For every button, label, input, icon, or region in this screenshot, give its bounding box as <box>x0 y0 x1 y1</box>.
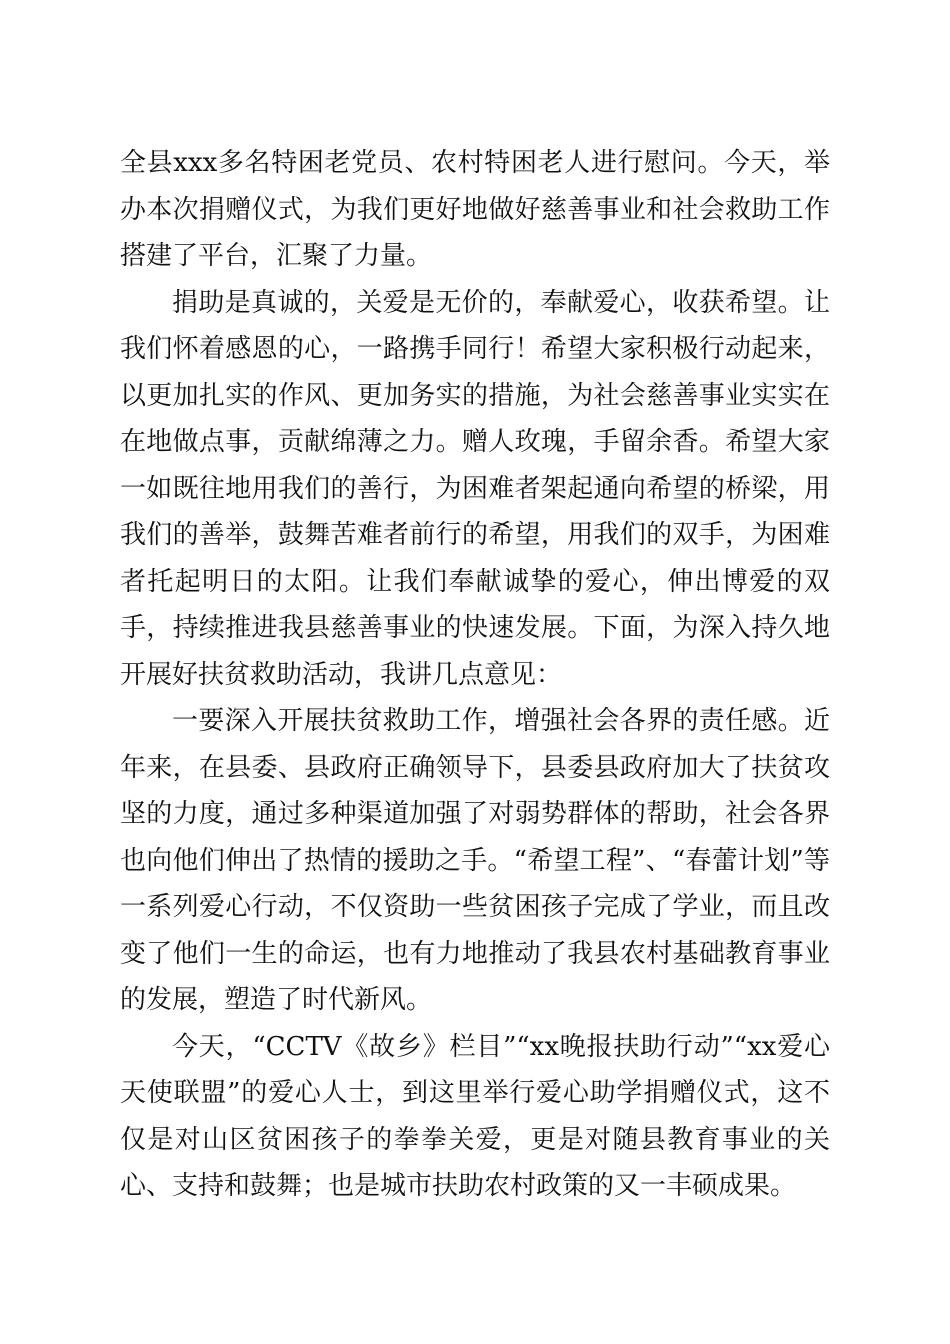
document-body <box>120 140 830 1210</box>
paragraph-2: 捐助是真诚的，关爱是无价的，奉献爱心，收获希望。让我们怀着感恩的心，一路携手同行！希望大家积极行动起来，以更加扎实的作风、更加务实的措施，为社会慈善事业实实在在地做点事，贡献绵薄之力。赠人玫瑰，手留余香。希望大家一如既往地用我们的善行，为困难者架起通向希望的桥梁，用我们的善举，鼓舞苦难者前行的希望，用我们的双手，为困难者托起明日的太阳。让我们奉献诚挚的爱心，伸出博爱的双手，持续推进我县慈善事业的快速发展。下面，为深入持久地开展好扶贫救助活动，我讲几点意见： <box>120 287 830 690</box>
paragraph-3: 一要深入开展扶贫救助工作，增强社会各界的责任感。近年来，在县委、县政府正确领导下，县委县政府加大了扶贫攻坚的力度，通过多种渠道加强了对弱势群体的帮助，社会各界也向他们伸出了热情的援助之手。“希望工程”、“春蕾计划”等一系列爱心行动，不仅资助一些贫困孩子完成了学业，而且改变了他们一生的命运，也有力地推动了我县农村基础教育事业的发展，塑造了时代新风。 <box>120 706 830 1015</box>
paragraph-1: 全县xxx多名特困老党员、农村特困老人进行慰问。今天，举办本次捐赠仪式，为我们更好地做好慈善事业和社会救助工作搭建了平台，汇聚了力量。 <box>120 148 830 271</box>
paragraph-4: 今天，“CCTV《故乡》栏目”“xx晚报扶助行动”“xx爱心天使联盟”的爱心人士，到这里举行爱心助学捐赠仪式，这不仅是对山区贫困孩子的拳拳关爱，更是对随县教育事业的关心、支持和鼓舞；也是城市扶助农村政策的又一丰硕成果。 <box>120 1031 830 1201</box>
